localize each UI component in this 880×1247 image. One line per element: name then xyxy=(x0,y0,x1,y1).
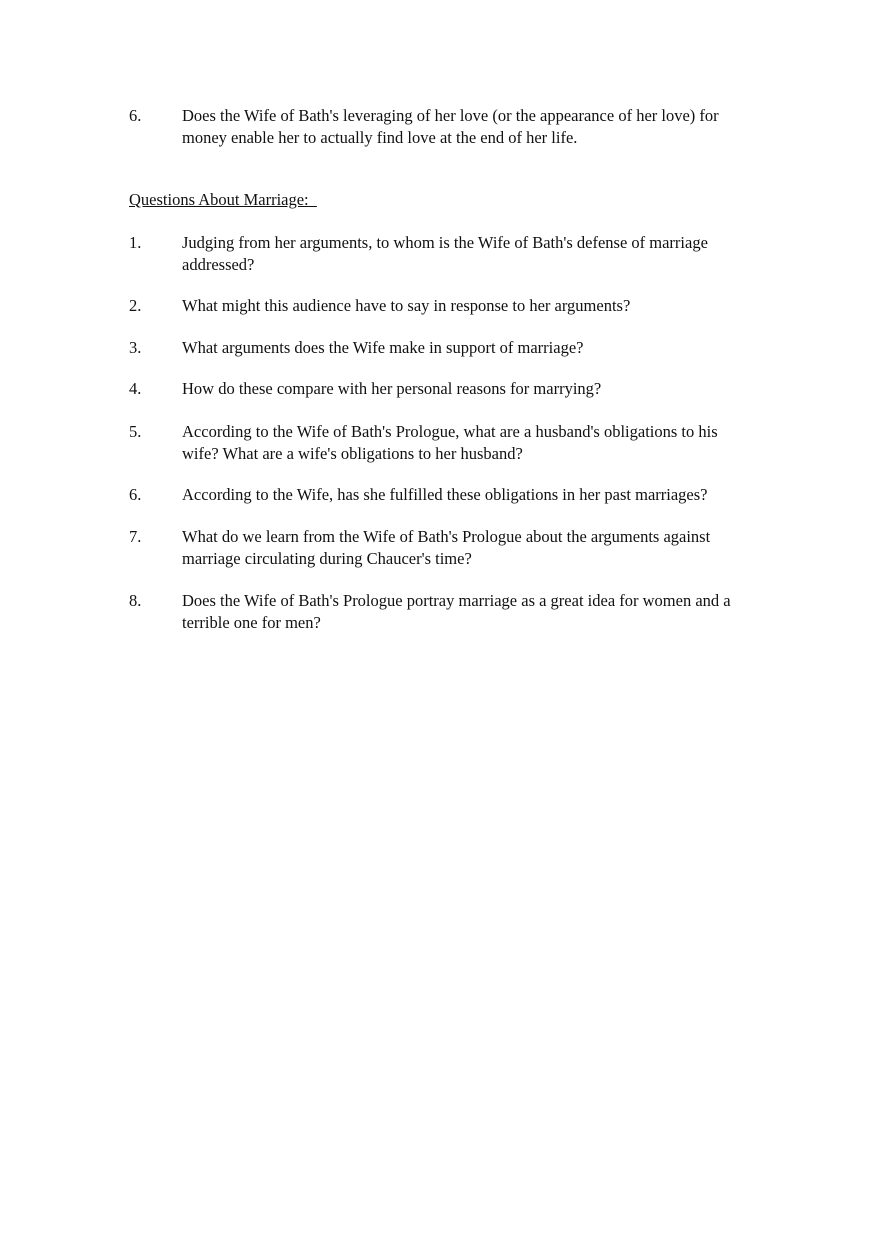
item-number: 6. xyxy=(129,106,142,125)
list-item-8 xyxy=(129,590,769,633)
item-text: Judging from her arguments, to whom is the Wife of Bath's defense of marriage addressed? xyxy=(182,233,708,274)
item-text: How do these compare with her personal reasons for marrying? xyxy=(182,379,602,398)
list-item-2 xyxy=(129,295,769,317)
item-text: Does the Wife of Bath's leveraging of her love (or the appearance of her love) for money enable her to actually find love at the end of her life. xyxy=(182,106,719,147)
list-item-prev-6 xyxy=(129,105,769,148)
list-item-1 xyxy=(129,232,769,275)
item-number: 6. xyxy=(129,485,142,504)
list-item-5 xyxy=(129,421,769,464)
item-number: 7. xyxy=(129,527,142,546)
list-item-4 xyxy=(129,378,769,400)
item-number: 2. xyxy=(129,296,142,315)
item-number: 4. xyxy=(129,379,142,398)
item-text: Does the Wife of Bath's Prologue portray marriage as a great idea for women and a terrible one for men? xyxy=(182,591,731,632)
item-number: 8. xyxy=(129,591,142,610)
list-item-6 xyxy=(129,484,769,506)
item-text: What arguments does the Wife make in support of marriage? xyxy=(182,338,584,357)
item-number: 3. xyxy=(129,338,142,357)
item-text: According to the Wife, has she fulfilled these obligations in her past marriages? xyxy=(182,485,708,504)
section-heading: Questions About Marriage: xyxy=(129,190,317,209)
item-text: What do we learn from the Wife of Bath's Prologue about the arguments against marriage circulating during Chaucer's time? xyxy=(182,527,711,568)
list-item-3 xyxy=(129,337,769,359)
item-text: According to the Wife of Bath's Prologue, what are a husband's obligations to his wife? What are a wife's obligations to her husband? xyxy=(182,422,718,463)
item-number: 5. xyxy=(129,422,142,441)
item-number: 1. xyxy=(129,233,142,252)
list-item-7 xyxy=(129,526,769,569)
item-text: What might this audience have to say in response to her arguments? xyxy=(182,296,631,315)
